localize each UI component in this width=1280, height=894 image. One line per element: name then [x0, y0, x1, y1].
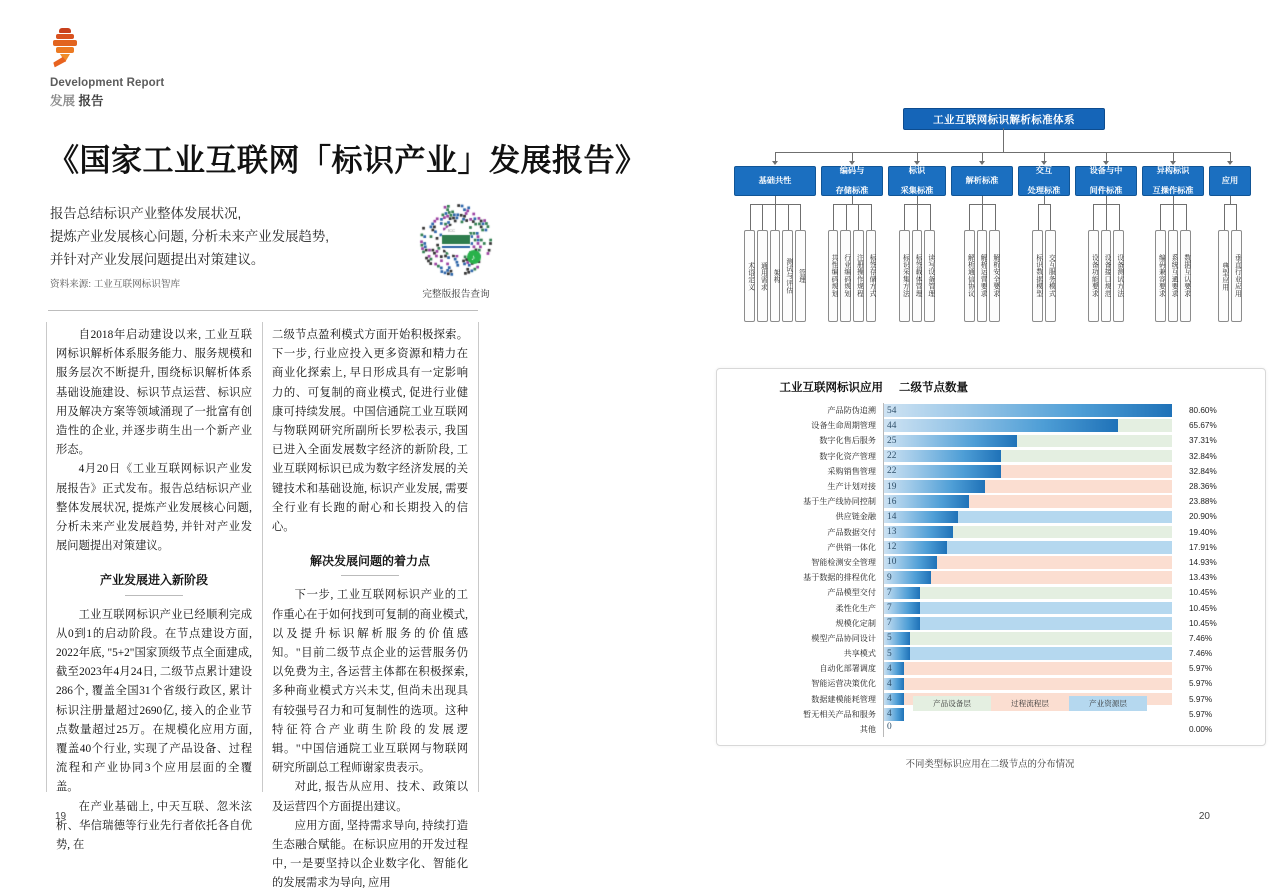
tree-leaf-tick	[917, 204, 918, 230]
chart-bar-value: 9	[887, 572, 892, 583]
chart-legend-item[interactable]: 产业资源层	[1069, 696, 1147, 711]
tree-root-drop	[1003, 128, 1004, 152]
chart-row-label: 规模化定制	[835, 618, 876, 628]
chart-row-label: 模型产品协同设计	[811, 633, 876, 643]
chart-row-percent: 13.43%	[1189, 573, 1217, 583]
tree-leaf-drop	[1044, 196, 1045, 204]
chart-row-track	[883, 419, 1172, 432]
chart-row	[717, 479, 1265, 494]
tree-leaf-node: 架构	[770, 230, 781, 322]
chart-legend	[913, 696, 1147, 711]
chart-row-track	[883, 602, 1172, 615]
chart-bar-value: 22	[887, 451, 897, 462]
tree-leaf-node: 数据互认要求	[1180, 230, 1191, 322]
chart-row-track	[883, 465, 1172, 478]
tree-leaf-node: 典型应用	[1218, 230, 1229, 322]
cover-subtitle-line-2: 提炼产业发展核心问题, 分析未来产业发展趋势,	[50, 229, 329, 244]
tree-leaf-node: 通用需求	[757, 230, 768, 322]
chart-header	[717, 379, 1265, 399]
column-rule-right	[478, 322, 479, 792]
tree-arrow-icon	[979, 161, 985, 165]
tree-leaf-tick	[750, 204, 751, 230]
tree-leaf-node: 设备功能要求	[1088, 230, 1099, 322]
chart-row	[717, 600, 1265, 615]
tree-branch-label: 基础共性	[758, 176, 792, 185]
chart-row-label: 采购销售管理	[827, 466, 876, 476]
chart-bar-value: 7	[887, 618, 892, 629]
chart-row	[717, 494, 1265, 509]
tree-leaf-node: 管理	[795, 230, 806, 322]
tree-leaf-node: 设备接口规范	[1101, 230, 1112, 322]
chart-row-label: 暂无相关产品和服务	[803, 709, 876, 719]
chart-row	[717, 616, 1265, 631]
chart-row-track	[883, 587, 1172, 600]
tree-leaf-node: 系统互通要求	[1168, 230, 1179, 322]
chart-card	[716, 368, 1266, 746]
tree-leaf-tick	[1173, 204, 1174, 230]
tree-branch-label: 标识	[908, 166, 926, 175]
article-column-2	[272, 326, 468, 894]
chart-row-track	[883, 571, 1172, 584]
chart-row	[717, 540, 1265, 555]
chart-row	[717, 433, 1265, 448]
tree-leaf-node: 标签存储方式	[866, 230, 877, 322]
chart-row-percent: 37.31%	[1189, 436, 1217, 446]
masthead-chinese	[50, 91, 164, 109]
chart-bar	[883, 450, 1001, 463]
chart-zero-label: 0	[887, 722, 892, 733]
tree-leaf-tick	[1050, 204, 1051, 230]
chart-row-label: 产品数据交付	[827, 527, 876, 537]
chart-header-value-col: 二级节点数量	[899, 382, 968, 394]
chart-bar-value: 54	[887, 405, 897, 416]
page-number-left: 19	[55, 811, 67, 822]
chart-row	[717, 403, 1265, 418]
col2-section-heading: 解决发展问题的着力点	[309, 554, 430, 569]
masthead-english: Development Report	[50, 77, 165, 89]
chart-row-percent: 65.67%	[1189, 421, 1217, 431]
tree-leaf-node: 共性编码规划	[828, 230, 839, 322]
tree-leaf-node: 标识采集方法	[899, 230, 910, 322]
chart-row-label: 产品模型交付	[827, 588, 876, 598]
tree-branch-node-7	[1142, 166, 1204, 196]
tree-connector-bus	[775, 152, 1230, 153]
chart-row-track	[883, 495, 1172, 508]
tree-leaf-tick	[904, 204, 905, 230]
tree-branch-node-4	[951, 166, 1013, 196]
chart-row-percent: 5.97%	[1189, 664, 1213, 674]
masthead	[50, 28, 164, 109]
chart-bar-value: 19	[887, 481, 897, 492]
chart-axis-line	[883, 403, 884, 737]
chart-row-track	[883, 435, 1172, 448]
cover-source: 资料来源: 工业互联网标识智库	[50, 279, 181, 290]
chart-row-label: 数字化资产管理	[819, 451, 876, 461]
chart-row-track	[883, 662, 1172, 675]
chart-row-percent: 32.84%	[1189, 466, 1217, 476]
tree-leaf-tick	[858, 204, 859, 230]
tree-leaf-tick	[762, 204, 763, 230]
cover-subtitle	[50, 202, 329, 271]
tree-branch-label: 编码与	[839, 166, 865, 175]
tree-leaf-tick	[1093, 204, 1094, 230]
chart-bar-value: 4	[887, 678, 892, 689]
chart-bar-value: 7	[887, 603, 892, 614]
tree-leaf-bus	[1224, 204, 1237, 205]
tree-branch-label: 采集标准	[900, 186, 934, 195]
col1-para-4: 在产业基础上, 中天互联、忽米泫析、华信瑞德等行业先行者依托各自优势, 在	[56, 800, 252, 852]
chart-row	[717, 631, 1265, 646]
chart-row-percent: 17.91%	[1189, 542, 1217, 552]
chart-bar-value: 4	[887, 663, 892, 674]
divider-top	[48, 310, 478, 311]
chart-bar-value: 14	[887, 511, 897, 522]
chart-row-label: 数字化售后服务	[819, 436, 876, 446]
chart-legend-item[interactable]: 产品设备层	[913, 696, 991, 711]
tree-branch-node-6	[1075, 166, 1137, 196]
tree-leaf-tick	[1224, 204, 1225, 230]
chart-row-percent: 80.60%	[1189, 406, 1217, 416]
chart-row-label: 其他	[859, 725, 876, 735]
chart-row-label: 基于数据的排程优化	[803, 573, 876, 583]
chart-row-track	[883, 617, 1172, 630]
tree-leaf-tick	[1160, 204, 1161, 230]
col2-para-4: 应用方面, 坚持需求导向, 持续打造生态融合赋能。在标识应用的开发过程中, 一是要坚持以企业数字化、智能化的发展需求为导向, 应用	[272, 819, 468, 890]
tree-leaf-node: 解析运营要求	[977, 230, 988, 322]
tree-leaf-tick	[969, 204, 970, 230]
tree-branch-node-1	[734, 166, 816, 196]
col1-heading-rule	[125, 595, 183, 596]
chart-bar	[883, 435, 1017, 448]
chart-row-track	[883, 647, 1172, 660]
chart-row	[717, 555, 1265, 570]
chart-row	[717, 585, 1265, 600]
tree-branch-label: 设备与中	[1089, 166, 1123, 175]
tree-leaf-tick	[800, 204, 801, 230]
chart-row-track	[883, 404, 1172, 417]
chart-row-label: 共享模式	[843, 649, 876, 659]
qr-caption: 完整版报告查询	[422, 289, 490, 300]
tree-leaf-tick	[1119, 204, 1120, 230]
chart-row-track	[883, 632, 1172, 645]
chart-bar-value: 25	[887, 435, 897, 446]
tree-leaf-node: 标识数据模型	[1032, 230, 1043, 322]
chart-row-track	[883, 526, 1172, 539]
column-rule-middle	[262, 322, 263, 792]
qr-block[interactable]	[408, 202, 504, 300]
chart-row-percent: 20.90%	[1189, 512, 1217, 522]
chart-row-label: 智能检测安全管理	[811, 557, 876, 567]
chart-bar	[883, 480, 985, 493]
chart-bar-value: 5	[887, 648, 892, 659]
chart-row-label: 生产计划对接	[827, 482, 876, 492]
tree-leaf-node: 注册操作规程	[853, 230, 864, 322]
cover-subtitle-line-3: 并针对产业发展问题提出对策建议。	[50, 252, 265, 267]
masthead-chinese-light: 发展	[50, 94, 76, 108]
col1-para-2: 4月20日《工业互联网标识产业发展报告》正式发布。报告总结标识产业整体发展状况, 提炼产业发展核心问题, 分析未来产业发展趋势, 并针对产业发展问题提出对策建议。	[56, 463, 252, 553]
tree-branch-label: 异构标识	[1156, 166, 1190, 175]
chart-row-label: 供应链金融	[835, 512, 876, 522]
chart-row-percent: 28.36%	[1189, 482, 1217, 492]
tree-leaf-tick	[1106, 204, 1107, 230]
chart-row-track	[883, 511, 1172, 524]
chart-bar	[883, 419, 1118, 432]
masthead-chinese-bold: 报告	[78, 94, 104, 108]
qr-code-icon[interactable]	[418, 202, 494, 278]
tree-leaf-tick	[1236, 204, 1237, 230]
development-report-logo-icon	[50, 28, 80, 70]
chart-row-percent: 7.46%	[1189, 633, 1213, 643]
tree-leaf-tick	[775, 204, 776, 230]
chart-row	[717, 509, 1265, 524]
tree-branch-node-3	[888, 166, 946, 196]
chart-row-percent: 5.97%	[1189, 679, 1213, 689]
tree-leaf-node: 编码兼容要求	[1155, 230, 1166, 322]
tree-arrow-icon	[914, 161, 920, 165]
tree-arrow-icon	[849, 161, 855, 165]
tree-leaf-drop	[917, 196, 918, 204]
tree-arrow-icon	[1227, 161, 1233, 165]
tree-leaf-drop	[982, 196, 983, 204]
chart-bar-value: 10	[887, 557, 897, 568]
col1-para-3: 工业互联网标识产业已经顺利完成从0到1的启动阶段。在节点建设方面, 2022年底, "5+2"国家顶级节点全面建成, 截至2023年4月24日, 二级节点累计建设286个, 覆盖全国31个省级行政区, 累计标识注册量超过2690亿, 接入的企业节点数量超过25万。在规模化应用方面, 覆盖40个行业, 实现了产品设备、过程流程和产业协同3个应用层面的全覆盖。	[56, 608, 252, 794]
tree-leaf-tick	[846, 204, 847, 230]
chart-legend-item[interactable]: 过程流程层	[991, 696, 1069, 711]
tree-leaf-node: 垂直行业应用	[1231, 230, 1242, 322]
chart-bar-value: 13	[887, 527, 897, 538]
tree-branch-node-5	[1018, 166, 1070, 196]
chart-row-percent: 10.45%	[1189, 618, 1217, 628]
chart-row	[717, 525, 1265, 540]
chart-row-percent: 19.40%	[1189, 527, 1217, 537]
chart-row	[717, 661, 1265, 676]
col2-para-2: 下一步, 工业互联网标识产业的工作重心在于如何找到可复制的商业模式, 以及提升标识解析服务的价值感知。"目前二级节点企业的运营服务仍以免费为主, 各运营主体都在积极探索, 多种商业模式方兴未艾, 但尚未出现具有较强号召力和可复制性的选项。这种特征符合产业萌生阶段的发展逻辑。"中国信通院工业互联网与物联网研究所副总工程师谢家贵表示。	[272, 589, 468, 775]
chart-row	[717, 676, 1265, 691]
col2-para-1: 二级节点盈利模式方面开始积极探索。下一步, 行业应投入更多资源和精力在商业化探索上, 早日形成具有一定影响力的、可复制的商业模式, 促进行业健康可持续发展。中国信通院工业互联网与物联网研究所副所长罗松表示, 我国已进入全面发展数字经济的新阶段, 工业互联网标识已成为数字经济发展的关键技术和基础设施, 标识产业发展, 需要全行业有长跑的耐心和长期投入的信心。	[272, 329, 468, 534]
tree-leaf-tick	[1186, 204, 1187, 230]
chart-row-percent: 23.88%	[1189, 497, 1217, 507]
tree-branch-label: 解析标准	[965, 176, 999, 185]
chart-row	[717, 464, 1265, 479]
chart-header-label-col: 工业互联网标识应用	[779, 382, 883, 394]
tree-leaf-bus	[833, 204, 871, 205]
chart-row-track	[883, 480, 1172, 493]
page-number-right: 20	[1198, 811, 1210, 822]
col2-para-3: 对此, 报告从应用、技术、政策以及运营四个方面提出建议。	[272, 781, 468, 813]
page-right	[700, 0, 1280, 852]
chart-row	[717, 646, 1265, 661]
chart-row-percent: 5.97%	[1189, 709, 1213, 719]
col1-section-heading: 产业发展进入新阶段	[99, 573, 208, 588]
chart-row-label: 设备生命周期管理	[811, 421, 876, 431]
chart-row-percent: 5.97%	[1189, 694, 1213, 704]
tree-leaf-tick	[833, 204, 834, 230]
tree-leaf-drop	[1230, 196, 1231, 204]
tree-leaf-bus	[1038, 204, 1051, 205]
chart-row-percent: 32.84%	[1189, 451, 1217, 461]
chart-row-label: 数据建模能耗管理	[811, 694, 876, 704]
tree-root-node: 工业互联网标识解析标准体系	[903, 108, 1105, 130]
chart-bar-value: 4	[887, 709, 892, 720]
tree-leaf-node: 标签载体管理	[912, 230, 923, 322]
chart-bar-value: 7	[887, 587, 892, 598]
standards-tree-diagram	[718, 108, 1263, 323]
tree-leaf-drop	[1173, 196, 1174, 204]
tree-leaf-drop	[1106, 196, 1107, 204]
chart-row-track	[883, 678, 1172, 691]
tree-branch-node-8	[1209, 166, 1251, 196]
chart-row-label: 柔性化生产	[835, 603, 876, 613]
chart-row-track	[883, 556, 1172, 569]
tree-branch-node-2	[821, 166, 883, 196]
chart-bar-value: 12	[887, 542, 897, 553]
chart-caption: 不同类型标识应用在二级节点的分布情况	[905, 760, 1075, 770]
tree-arrow-icon	[772, 161, 778, 165]
chart-row-track	[883, 723, 1172, 736]
tree-leaf-tick	[788, 204, 789, 230]
chart-row-label: 产品防伪追溯	[827, 406, 876, 416]
page-title: 《国家工业互联网「标识产业」发展报告》	[48, 143, 647, 178]
chart-bar-value: 16	[887, 496, 897, 507]
tree-leaf-node: 交互服务模式	[1045, 230, 1056, 322]
chart-bar-value: 44	[887, 420, 897, 431]
tree-branch-label: 间件标准	[1089, 186, 1123, 195]
tree-leaf-node: 测试与评估	[782, 230, 793, 322]
column-rule-left	[46, 322, 47, 792]
chart-row-label: 产供销一体化	[827, 542, 876, 552]
chart-row-percent: 14.93%	[1189, 557, 1217, 567]
chart-row-label: 自动化部署调度	[819, 664, 876, 674]
chart-row-track	[883, 541, 1172, 554]
tree-leaf-tick	[995, 204, 996, 230]
tree-branch-label: 应用	[1221, 176, 1239, 185]
tree-branch-label: 交互	[1035, 166, 1053, 175]
chart-bar	[883, 404, 1172, 417]
tree-leaf-drop	[852, 196, 853, 204]
chart-row-label: 智能运营决策优化	[811, 679, 876, 689]
chart-row-percent: 0.00%	[1189, 725, 1213, 735]
chart-row	[717, 418, 1265, 433]
chart-row-percent: 7.46%	[1189, 649, 1213, 659]
tree-arrow-icon	[1170, 161, 1176, 165]
tree-leaf-tick	[871, 204, 872, 230]
chart-bar	[883, 465, 1001, 478]
chart-bar-value: 5	[887, 633, 892, 644]
cover-subtitle-line-1: 报告总结标识产业整体发展状况,	[50, 206, 242, 221]
tree-leaf-node: 解析安全要求	[989, 230, 1000, 322]
tree-leaf-tick	[982, 204, 983, 230]
chart-row	[717, 570, 1265, 585]
tree-leaf-node: 行业编码规划	[840, 230, 851, 322]
chart-row-percent: 10.45%	[1189, 603, 1217, 613]
chart-bar-value: 22	[887, 466, 897, 477]
tree-arrow-icon	[1041, 161, 1047, 165]
chart-row	[717, 722, 1265, 737]
tree-branch-label: 存储标准	[835, 186, 869, 195]
tree-leaf-tick	[1038, 204, 1039, 230]
tree-leaf-node: 读写设备管理	[924, 230, 935, 322]
chart-bar-value: 4	[887, 694, 892, 705]
tree-leaf-drop	[775, 196, 776, 204]
tree-leaf-node: 设备测试方法	[1113, 230, 1124, 322]
tree-branch-label: 互操作标准	[1152, 186, 1194, 195]
tree-arrow-icon	[1103, 161, 1109, 165]
tree-leaf-node: 解析通信协议	[964, 230, 975, 322]
tree-branch-label: 处理标准	[1027, 186, 1061, 195]
chart-row-track	[883, 450, 1172, 463]
col2-heading-rule	[341, 575, 399, 576]
chart-row-percent: 10.45%	[1189, 588, 1217, 598]
tree-leaf-tick	[930, 204, 931, 230]
article-column-1	[56, 326, 252, 855]
tree-leaf-node: 术语定义	[744, 230, 755, 322]
chart-rows	[717, 403, 1265, 737]
chart-row	[717, 449, 1265, 464]
col1-para-1: 自2018年启动建设以来, 工业互联网标识解析体系服务能力、服务规模和服务层次不断提升, 围绕标识解析体系基础设施建设、标识节点运营、标识应用及解决方案等领域涌现了一批富有创造性的企业, 并逐步萌生出一个新产业形态。	[56, 329, 252, 457]
chart-row-label: 基于生产线协同控制	[803, 497, 876, 507]
